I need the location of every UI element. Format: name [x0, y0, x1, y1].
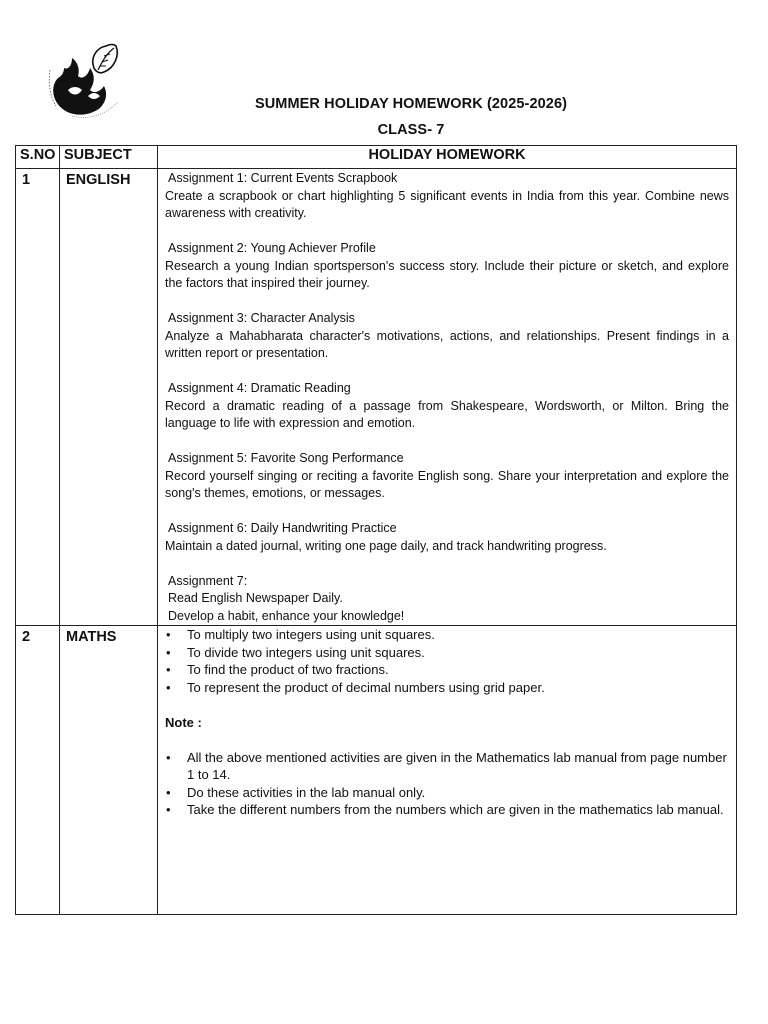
bullet-icon: • — [166, 627, 171, 642]
list-item: • Do these activities in the lab manual only. — [166, 784, 426, 800]
assignment-3 — [165, 310, 729, 363]
assignment-text: Record a dramatic reading of a passage from Shakespeare, Wordsworth, or Milton. Bring the language to life with expression and emotion. — [165, 398, 729, 430]
assignment-text: Research a young Indian sportsperson's success story. Include their picture or sketch, and explore the factors that inspired their journey. — [165, 258, 729, 290]
assignment-text: Maintain a dated journal, writing one page daily, and track handwriting progress. — [165, 538, 607, 553]
assignment-6 — [165, 520, 729, 555]
list-item: • Take the different numbers from the numbers which are given in the mathematics lab manual. — [166, 802, 724, 817]
assignment-title: Assignment 2: Young Achiever Profile — [168, 241, 376, 255]
assignment-text: Record yourself singing or reciting a favorite English song. Share your interpretation and explore the song's themes, emotions, or messages. — [165, 468, 729, 500]
assignment-title: Assignment 3: Character Analysis — [168, 311, 355, 325]
row-sno: 1 — [16, 169, 60, 626]
assignment-text: Analyze a Mahabharata character's motivations, actions, and relationships. Present findings in a written report or presentation. — [165, 328, 729, 360]
bullet-icon: • — [166, 679, 171, 695]
assignment-title: Assignment 6: Daily Handwriting Practice — [168, 521, 397, 535]
list-item: • To find the product of two fractions. — [166, 662, 389, 677]
assignment-2 — [165, 240, 729, 293]
assignment-title: Assignment 5: Favorite Song Performance — [168, 451, 404, 465]
assignment-1 — [165, 170, 729, 223]
maths-activities-list — [165, 626, 729, 696]
row-subject: ENGLISH — [60, 169, 158, 626]
row-subject: MATHS — [60, 626, 158, 915]
header-sno: S.NO — [16, 146, 60, 169]
list-item: • To divide two integers using unit squares. — [166, 644, 425, 660]
assignment-title: Assignment 7: — [168, 573, 248, 588]
assignment-text: Read English Newspaper Daily. — [168, 591, 343, 605]
header-subject: SUBJECT — [60, 146, 158, 169]
assignment-title: Assignment 4: Dramatic Reading — [168, 381, 351, 395]
table-row-maths — [16, 626, 737, 915]
homework-table — [15, 145, 737, 915]
assignment-text: Create a scrapbook or chart highlighting 5 significant events in India from this year. Combine news awareness with creativity. — [165, 188, 729, 220]
row-sno: 2 — [16, 626, 60, 915]
bullet-icon: • — [166, 802, 171, 817]
assignment-title: Assignment 1: Current Events Scrapbook — [168, 171, 398, 185]
assignment-7 — [165, 573, 729, 626]
assignment-5 — [165, 450, 729, 503]
bullet-icon: • — [166, 644, 171, 660]
list-item: • To represent the product of decimal numbers using grid paper. — [166, 679, 545, 695]
maths-notes-list — [165, 749, 729, 819]
table-header-row — [16, 146, 737, 169]
header-holiday-homework: HOLIDAY HOMEWORK — [158, 146, 737, 169]
note-label: Note : — [165, 714, 202, 730]
assignment-4 — [165, 380, 729, 433]
assignment-text-2: Develop a habit, enhance your knowledge! — [168, 608, 405, 623]
maths-homework-cell — [158, 626, 737, 915]
class-label: CLASS- 7 — [377, 122, 445, 138]
list-item: • To multiply two integers using unit squares. — [166, 627, 435, 642]
table-row-english — [16, 169, 737, 626]
bullet-icon: • — [166, 662, 171, 677]
list-item: • All the above mentioned activities are given in the Mathematics lab manual from page number 1 to 14. — [166, 749, 727, 782]
document-title: SUMMER HOLIDAY HOMEWORK (2025-2026) — [254, 96, 568, 112]
bullet-icon: • — [166, 784, 171, 800]
english-homework-cell — [158, 169, 737, 626]
bullet-icon: • — [166, 749, 171, 765]
